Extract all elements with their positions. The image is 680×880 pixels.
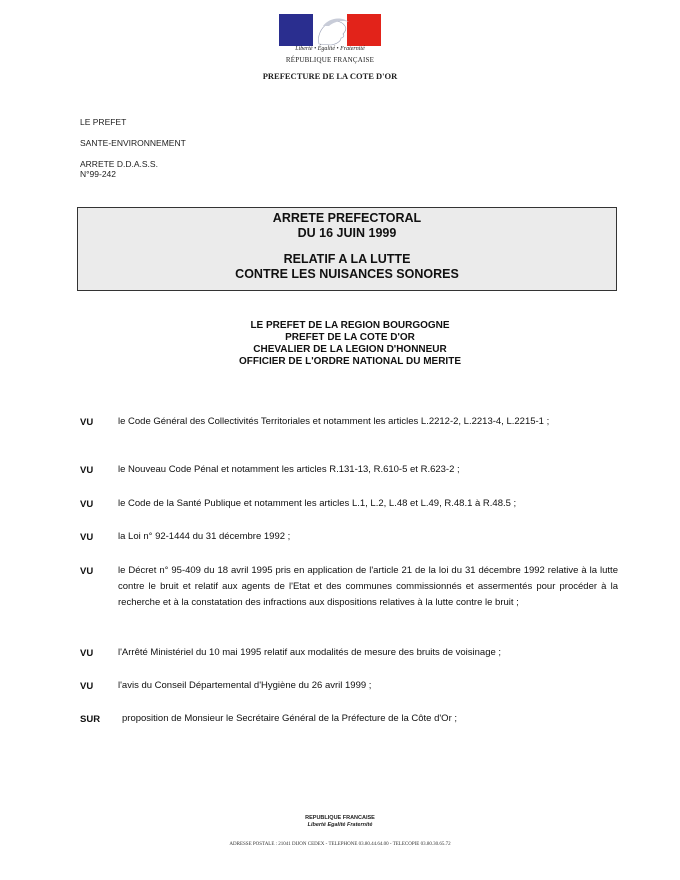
consideration-text: l'avis du Conseil Départemental d'Hygiène du 26 avril 1999 ; (118, 680, 372, 691)
consideration-label: VU (80, 532, 94, 543)
footer-address: ADRESSE POSTALE : 21041 DIJON CEDEX - TELEPHONE 03.80.44.64.00 - TELECOPIE 03.80.30.65.72 (229, 842, 451, 847)
marianne-profile-icon (279, 14, 381, 46)
title-line-2: DU 16 JUIN 1999 (297, 226, 397, 240)
arrete-ref-line1: ARRETE D.D.A.S.S. (80, 159, 158, 169)
consideration-label: VU (80, 566, 94, 577)
title-line-4: CONTRE LES NUISANCES SONORES (235, 267, 459, 281)
prefecture-name: PREFECTURE DE LA COTE D'OR (262, 71, 398, 81)
consideration-text: l'Arrêté Ministériel du 10 mai 1995 relatif aux modalités de mesure des bruits de voisinage ; (118, 647, 502, 658)
prefect-titles (150, 320, 550, 368)
consideration-text: le Code Général des Collectivités Territoriales et notamment les articles L.2212-2, L.2213-4, L.2215-1 ; (118, 416, 550, 427)
consideration-label: SUR (80, 714, 101, 725)
consideration-text: la Loi n° 92-1444 du 31 décembre 1992 ; (118, 531, 291, 542)
arrete-ref-line2: N°99-242 (80, 169, 117, 179)
consideration-label: VU (80, 465, 94, 476)
title-line-3: RELATIF A LA LUTTE (283, 252, 411, 266)
prefect-title: PREFET DE LA COTE D'OR (285, 332, 415, 343)
prefect-title: OFFICIER DE L'ORDRE NATIONAL DU MERITE (238, 356, 461, 367)
consideration-label: VU (80, 648, 94, 659)
footer-motto: Liberté Egalité Fraternité (307, 822, 373, 828)
consideration-text: le Décret n° 95-409 du 18 avril 1995 pris en application de l'article 21 de la loi du 31 décembre 1992 relative à la lutte contre le bruit et relatif aux agents de l'Etat et des communes commissionnés et assermentés pour procéder à la recherche et à la constatation des infractions aux dispositions relatives à la lutte contre le bruit ; (118, 565, 618, 608)
footer-republic: REPUBLIQUE FRANCAISE (305, 815, 375, 821)
consideration-label: VU (80, 499, 94, 510)
title-line-1: ARRETE PREFECTORAL (272, 211, 422, 225)
republic-motto: Liberté • Égalité • Fraternité (295, 46, 365, 52)
prefect-title: LE PREFET DE LA REGION BOURGOGNE (250, 320, 450, 331)
consideration-label: VU (80, 417, 94, 428)
marianne-logo (279, 14, 381, 46)
consideration-text: le Code de la Santé Publique et notamment les articles L.1, L.2, L.48 et L.49, R.48.1 à R.48.5 ; (118, 498, 517, 509)
department-label: SANTE-ENVIRONNEMENT (80, 138, 186, 148)
issuer-label: LE PREFET (80, 117, 127, 127)
consideration-label: VU (80, 681, 94, 692)
consideration-text: le Nouveau Code Pénal et notamment les articles R.131-13, R.610-5 et R.623-2 ; (118, 464, 460, 475)
republic-name: RÉPUBLIQUE FRANÇAISE (285, 56, 375, 64)
consideration-text: proposition de Monsieur le Secrétaire Général de la Préfecture de la Côte d'Or ; (122, 713, 458, 724)
prefect-title: CHEVALIER DE LA LEGION D'HONNEUR (253, 344, 447, 355)
title-box (77, 207, 617, 291)
